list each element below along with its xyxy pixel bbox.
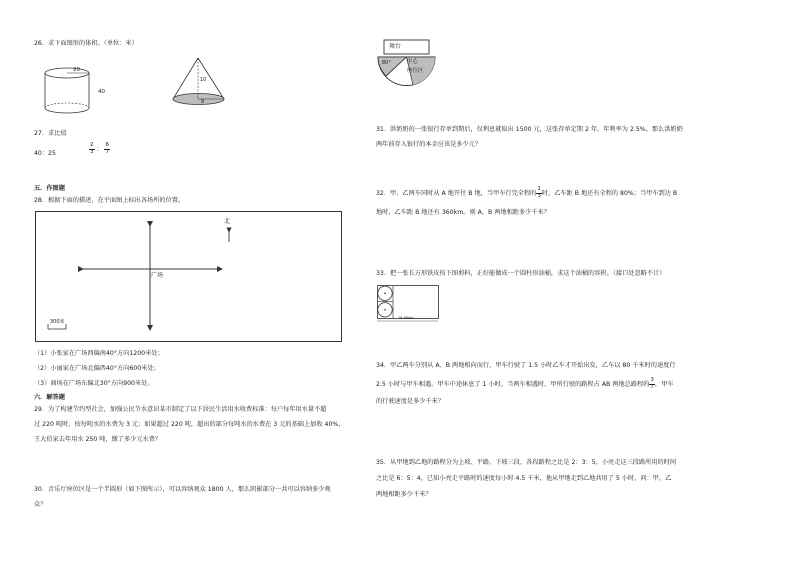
question-26-text: 26．求下面图形的体积。（单位：米）	[34, 40, 138, 47]
fraction-3-7: $\frac{3}{7}$	[650, 377, 654, 390]
q29-line-2: 过 220 吨时，按每吨水的水费为 3 元；如果超过 220 吨，超出的部分每吨水的水费在 3 元的基础上加收 40%，	[34, 421, 345, 428]
section-6-heading: 六．解答题	[34, 394, 65, 401]
q33-text: 33．把一张长方形铁皮按下图剪料，正好能做成一个圆柱形油桶，求这个油桶的容积。（接口处忽略不计）	[376, 270, 666, 277]
q34-line-3: 的行驶速度是多少千米？	[376, 398, 445, 405]
section-5-heading: 五．作图题	[34, 185, 65, 192]
q32-line-2: 地时，乙车距 B 地还有 360km。则 A、B 两地相距多少千米？	[376, 209, 550, 216]
question-28-text: 28．根据下面的描述，在平面图上标出各场所的位置。	[34, 197, 185, 204]
cylinder-figure	[40, 60, 100, 120]
stage-label: 舞台	[389, 43, 402, 50]
sheet-length-label: 16.56dm	[398, 316, 414, 320]
scale-label: 300米	[50, 319, 65, 325]
fraction-6-7: $\frac{6}{7}$	[105, 142, 109, 155]
q28-item-3: （3）商场在广场东偏北30°方向900米处。	[34, 380, 154, 387]
cone-base-label: 8	[201, 99, 205, 105]
north-label: 北	[224, 218, 231, 225]
q35-line-2: 之比是 6：5：4，已知小亮走平路时的速度每小时 4.5 千米，他从甲地走到乙地共用了 5 小时。问：甲、乙	[376, 475, 672, 482]
fraction-1-3: $\frac{1}{3}$	[537, 186, 541, 199]
ratio-expression-2: $\frac{2}{3}$ ： $\frac{6}{7}$	[90, 142, 109, 155]
center-label: 中心	[407, 59, 419, 65]
q34-line-1: 34．甲乙两车分别从 A、B 两地相向而行，甲车行驶了 1.5 小时乙车才开始出发，乙车以 80 千米时的速度行	[376, 362, 676, 369]
angle-label: 80°	[382, 60, 391, 66]
q35-line-1: 35．从甲地到乙地的路程分为上坡、平路、下坡三段，各段路程之比是 2：3：5，小亮走这三段路所用的时间	[376, 459, 677, 466]
seat-area-label: 座位区	[407, 68, 424, 74]
q28-item-2: （2）小丽家在广场北偏西40°方向600米处；	[34, 365, 160, 372]
q30-line-1: 30．音乐厅座位区是一个半圆形（如下图所示），可以容纳观众 1800 人，那么阴影部分一共可以容纳多少观	[34, 486, 331, 493]
question-27-text: 27．求比值	[34, 130, 67, 137]
q34-line-2: 2.5 小时与甲车相遇。甲车中途休息了 1 小时，当两车相遇时，甲所行驶的路程占 AB 两地总路程的 $\frac{3}{7}$ ，甲车	[376, 377, 674, 390]
q28-item-1: （1）小张家在广场西偏南40°方向1200米处；	[34, 350, 164, 357]
map-axes	[35, 211, 341, 341]
cylinder-height-label: 40	[98, 89, 105, 95]
q31-line-1: 31．洪奶奶的一张银行存单到期后，仅利息就取出 1500 元，这张存单定期 2 年，年利率为 2.5%。那么洪奶奶	[376, 126, 683, 133]
cone-figure	[168, 55, 228, 110]
q32-line-1: 32．甲、乙两车同时从 A 地开往 B 地，当甲车行完全程的 $\frac{1}{3}$ 时，乙车距 B 地还有全程的 80%；当甲车到达 B	[376, 186, 678, 199]
cylinder-diameter-label: 20	[73, 67, 80, 73]
fraction-2-3: $\frac{2}{3}$	[90, 142, 94, 155]
q31-line-2: 两年前存入银行的本金应该是多少元？	[376, 141, 482, 148]
q35-line-3: 两地相距多少千米？	[376, 491, 432, 498]
q29-line-1: 29．为了构建节约型社会，加强公民节水意识某市制定了以下居民生活用水收费标准：每户每年用水量不超	[34, 406, 327, 413]
q30-line-2: 众？	[34, 501, 47, 508]
plaza-label: 广场	[151, 272, 164, 279]
ratio-expression-1: 40：25	[34, 150, 56, 157]
cone-height-label: 10	[200, 77, 207, 83]
q29-line-3: 王大伯家去年用水 250 吨，缴了多少元水费？	[34, 436, 162, 443]
